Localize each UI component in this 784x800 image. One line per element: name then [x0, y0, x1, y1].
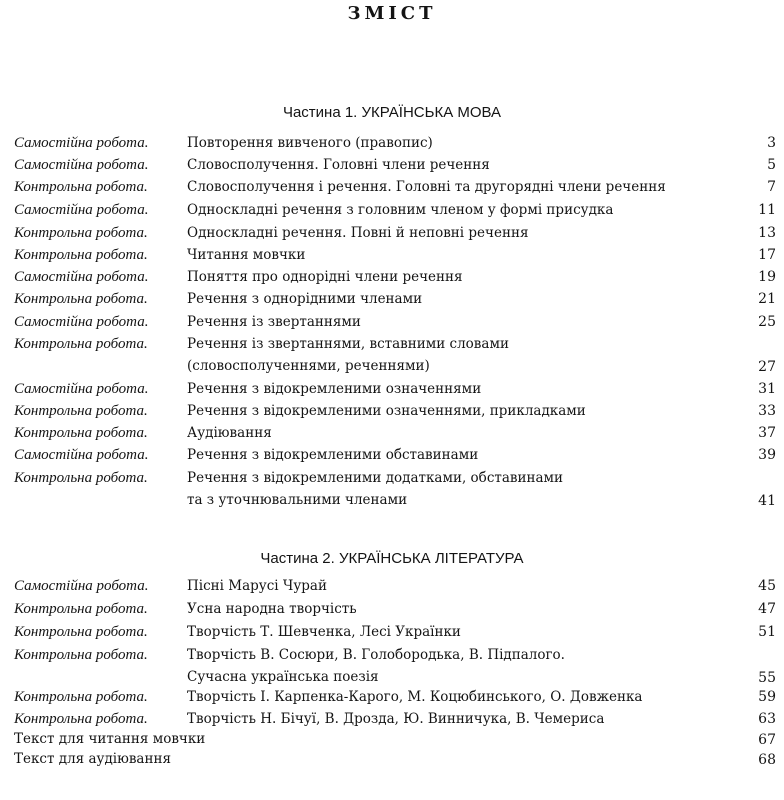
toc-entry[interactable] — [0, 382, 784, 404]
part-heading: Частина 2. УКРАЇНСЬКА ЛІТЕРАТУРА — [260, 550, 524, 567]
work-type: Самостійна робота. — [14, 381, 149, 397]
page-number: 51 — [758, 624, 776, 640]
page-number: 41 — [758, 493, 776, 509]
entry-topic: Словосполучення і речення. Головні та другорядні члени речення — [187, 179, 666, 195]
page-number: 37 — [758, 425, 776, 441]
toc-entry[interactable] — [0, 579, 784, 601]
entry-topic: Творчість Т. Шевченка, Лесі Українки — [187, 624, 461, 640]
entry-topic: Повторення вивченого (правопис) — [187, 135, 433, 151]
toc-entry[interactable] — [0, 470, 784, 509]
entry-topic: Односкладні речення з головним членом у формі присудка — [187, 202, 614, 218]
work-type: Контрольна робота. — [14, 403, 148, 419]
toc-entry[interactable] — [0, 315, 784, 337]
page-title: ЗМІСТ — [347, 3, 437, 24]
page-number: 59 — [758, 689, 776, 705]
page-number: 21 — [758, 291, 776, 307]
page-number: 27 — [758, 359, 776, 375]
toc-entry[interactable] — [0, 426, 784, 448]
work-type: Контрольна робота. — [14, 624, 148, 640]
work-type: Контрольна робота. — [14, 179, 148, 195]
entry-topic: Словосполучення. Головні члени речення — [187, 157, 490, 173]
entry-topic-continued: Сучасна українська поезія — [187, 669, 379, 685]
toc-entry[interactable] — [0, 248, 784, 270]
entry-topic: Поняття про однорідні члени речення — [187, 269, 463, 285]
page-number: 25 — [758, 314, 776, 330]
entry-topic-continued: та з уточнювальними членами — [187, 492, 408, 508]
page-number: 68 — [758, 752, 776, 768]
entry-label: Текст для аудіювання — [14, 751, 171, 767]
page-number: 11 — [758, 202, 776, 218]
toc-entry[interactable] — [0, 292, 784, 314]
entry-topic: Речення з відокремленими додатками, обставинами — [187, 470, 564, 486]
toc-entry[interactable] — [0, 647, 784, 686]
entry-topic: Творчість В. Сосюри, В. Голобородька, В. Підпалого. — [187, 647, 565, 663]
toc-entry[interactable] — [0, 690, 784, 712]
page-number: 7 — [767, 179, 776, 195]
toc-entry[interactable] — [0, 203, 784, 225]
toc-entry[interactable] — [0, 336, 784, 375]
work-type: Самостійна робота. — [14, 202, 149, 218]
entry-topic: Речення із звертаннями, вставними словами — [187, 336, 509, 352]
entry-topic: Речення з відокремленими означеннями — [187, 381, 482, 397]
work-type: Контрольна робота. — [14, 470, 148, 486]
work-type: Контрольна робота. — [14, 291, 148, 307]
toc-entry[interactable] — [0, 270, 784, 292]
entry-label: Текст для читання мовчки — [14, 731, 206, 747]
work-type: Контрольна робота. — [14, 711, 148, 727]
work-type: Самостійна робота. — [14, 578, 149, 594]
toc-entry[interactable] — [0, 602, 784, 624]
page-number: 45 — [758, 578, 776, 594]
entry-topic: Читання мовчки — [187, 247, 306, 263]
work-type: Самостійна робота. — [14, 135, 149, 151]
work-type: Контрольна робота. — [14, 601, 148, 617]
entry-topic: Речення із звертаннями — [187, 314, 361, 330]
work-type: Контрольна робота. — [14, 225, 148, 241]
entry-topic: Творчість І. Карпенка-Карого, М. Коцюбинського, О. Довженка — [187, 689, 643, 705]
page-number: 47 — [758, 601, 776, 617]
work-type: Контрольна робота. — [14, 689, 148, 705]
work-type: Контрольна робота. — [14, 425, 148, 441]
entry-topic: Речення з однорідними членами — [187, 291, 423, 307]
work-type: Самостійна робота. — [14, 157, 149, 173]
entry-topic: Аудіювання — [187, 425, 272, 441]
toc-entry[interactable] — [0, 404, 784, 426]
page-number: 67 — [758, 732, 776, 748]
entry-topic: Творчість Н. Бічуї, В. Дрозда, Ю. Винничука, В. Чемериса — [187, 711, 605, 727]
entry-topic: Речення з відокремленими обставинами — [187, 447, 479, 463]
work-type: Самостійна робота. — [14, 269, 149, 285]
toc-entry[interactable] — [0, 180, 784, 202]
page-number: 31 — [758, 381, 776, 397]
entry-topic: Усна народна творчість — [187, 601, 357, 617]
page-number: 3 — [767, 135, 776, 151]
toc-entry-extra[interactable] — [0, 753, 784, 775]
work-type: Контрольна робота. — [14, 647, 148, 663]
work-type: Контрольна робота. — [14, 247, 148, 263]
page-number: 39 — [758, 447, 776, 463]
page-number: 33 — [758, 403, 776, 419]
entry-topic: Речення з відокремленими означеннями, прикладками — [187, 403, 586, 419]
part-heading: Частина 1. УКРАЇНСЬКА МОВА — [282, 104, 502, 121]
work-type: Самостійна робота. — [14, 447, 149, 463]
entry-topic: Односкладні речення. Повні й неповні речення — [187, 225, 529, 241]
page-number: 13 — [758, 225, 776, 241]
page-number: 63 — [758, 711, 776, 727]
page-number: 5 — [767, 157, 776, 173]
toc-entry[interactable] — [0, 226, 784, 248]
toc-entry[interactable] — [0, 158, 784, 180]
page-number: 55 — [758, 670, 776, 686]
toc-entry[interactable] — [0, 625, 784, 647]
entry-topic: Пісні Марусі Чурай — [187, 578, 327, 594]
page-number: 19 — [758, 269, 776, 285]
toc-entry[interactable] — [0, 136, 784, 158]
work-type: Контрольна робота. — [14, 336, 148, 352]
page-number: 17 — [758, 247, 776, 263]
toc-entry[interactable] — [0, 448, 784, 470]
entry-topic-continued: (словосполученнями, реченнями) — [187, 358, 430, 374]
work-type: Самостійна робота. — [14, 314, 149, 330]
